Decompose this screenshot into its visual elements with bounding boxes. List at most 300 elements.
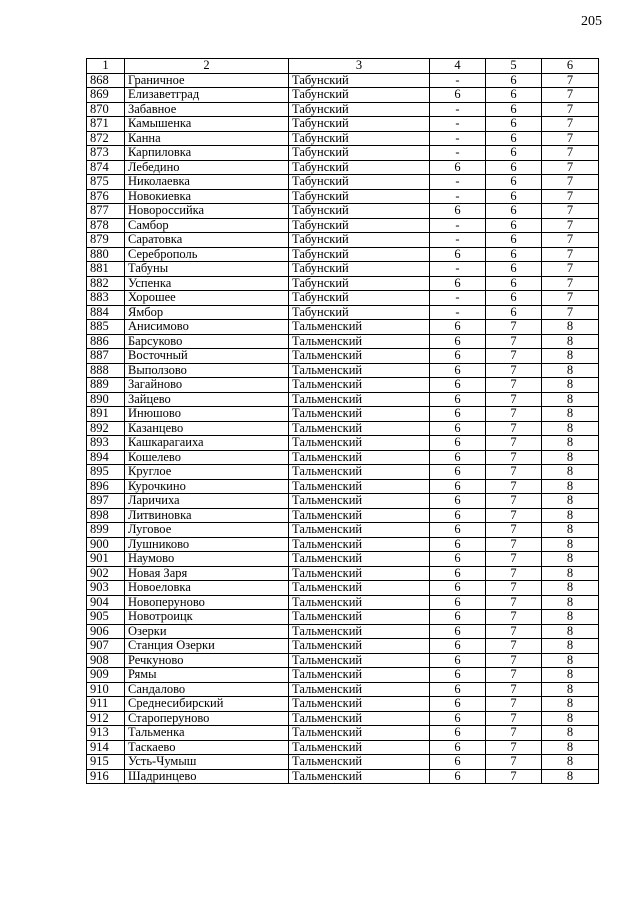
district-cell: Тальменский <box>289 407 430 422</box>
row-number-cell: 915 <box>87 755 125 770</box>
settlement-name-cell: Кошелево <box>125 450 289 465</box>
value-cell-6: 8 <box>542 711 599 726</box>
row-number-cell: 916 <box>87 769 125 784</box>
district-cell: Тальменский <box>289 552 430 567</box>
table-row <box>87 73 599 88</box>
value-cell-4: 6 <box>430 668 486 683</box>
settlement-name-cell: Новая Заря <box>125 566 289 581</box>
value-cell-5: 7 <box>486 421 542 436</box>
district-cell: Тальменский <box>289 668 430 683</box>
row-number-cell: 879 <box>87 233 125 248</box>
settlement-name-cell: Зайцево <box>125 392 289 407</box>
table-row <box>87 233 599 248</box>
value-cell-6: 8 <box>542 552 599 567</box>
value-cell-5: 7 <box>486 769 542 784</box>
value-cell-4: 6 <box>430 653 486 668</box>
value-cell-6: 7 <box>542 160 599 175</box>
value-cell-4: 6 <box>430 378 486 393</box>
value-cell-5: 7 <box>486 595 542 610</box>
column-header: 1 <box>87 59 125 74</box>
value-cell-6: 8 <box>542 392 599 407</box>
district-cell: Табунский <box>289 175 430 190</box>
settlement-name-cell: Саратовка <box>125 233 289 248</box>
row-number-cell: 899 <box>87 523 125 538</box>
row-number-cell: 908 <box>87 653 125 668</box>
value-cell-5: 7 <box>486 465 542 480</box>
value-cell-4: 6 <box>430 769 486 784</box>
value-cell-4: 6 <box>430 740 486 755</box>
value-cell-5: 7 <box>486 624 542 639</box>
settlement-name-cell: Таскаево <box>125 740 289 755</box>
value-cell-5: 7 <box>486 581 542 596</box>
value-cell-4: - <box>430 131 486 146</box>
value-cell-5: 7 <box>486 697 542 712</box>
settlement-name-cell: Восточный <box>125 349 289 364</box>
value-cell-5: 7 <box>486 523 542 538</box>
row-number-cell: 907 <box>87 639 125 654</box>
district-cell: Тальменский <box>289 334 430 349</box>
value-cell-4: 6 <box>430 320 486 335</box>
row-number-cell: 912 <box>87 711 125 726</box>
row-number-cell: 878 <box>87 218 125 233</box>
value-cell-4: 6 <box>430 595 486 610</box>
district-cell: Тальменский <box>289 421 430 436</box>
value-cell-4: 6 <box>430 479 486 494</box>
district-cell: Тальменский <box>289 479 430 494</box>
settlement-name-cell: Луговое <box>125 523 289 538</box>
value-cell-5: 6 <box>486 233 542 248</box>
value-cell-5: 6 <box>486 262 542 277</box>
settlement-name-cell: Казанцево <box>125 421 289 436</box>
value-cell-5: 6 <box>486 305 542 320</box>
settlement-name-cell: Литвиновка <box>125 508 289 523</box>
value-cell-6: 7 <box>542 218 599 233</box>
value-cell-4: 6 <box>430 204 486 219</box>
row-number-cell: 914 <box>87 740 125 755</box>
settlement-name-cell: Новоеловка <box>125 581 289 596</box>
value-cell-5: 6 <box>486 102 542 117</box>
value-cell-5: 7 <box>486 682 542 697</box>
district-cell: Тальменский <box>289 349 430 364</box>
value-cell-5: 7 <box>486 566 542 581</box>
value-cell-4: 6 <box>430 508 486 523</box>
value-cell-5: 7 <box>486 711 542 726</box>
value-cell-6: 8 <box>542 595 599 610</box>
value-cell-4: 6 <box>430 407 486 422</box>
value-cell-4: - <box>430 218 486 233</box>
table-row <box>87 479 599 494</box>
value-cell-6: 7 <box>542 102 599 117</box>
settlement-name-cell: Сандалово <box>125 682 289 697</box>
row-number-cell: 906 <box>87 624 125 639</box>
settlement-name-cell: Ямбор <box>125 305 289 320</box>
value-cell-5: 6 <box>486 131 542 146</box>
row-number-cell: 885 <box>87 320 125 335</box>
table-row <box>87 508 599 523</box>
value-cell-5: 7 <box>486 450 542 465</box>
value-cell-5: 7 <box>486 334 542 349</box>
value-cell-4: 6 <box>430 624 486 639</box>
district-cell: Тальменский <box>289 465 430 480</box>
value-cell-5: 6 <box>486 189 542 204</box>
row-number-cell: 890 <box>87 392 125 407</box>
row-number-cell: 897 <box>87 494 125 509</box>
settlement-name-cell: Самбор <box>125 218 289 233</box>
table-row <box>87 726 599 741</box>
value-cell-4: 6 <box>430 639 486 654</box>
value-cell-4: 6 <box>430 363 486 378</box>
district-cell: Табунский <box>289 218 430 233</box>
row-number-cell: 875 <box>87 175 125 190</box>
table-row <box>87 740 599 755</box>
table-row <box>87 653 599 668</box>
settlement-name-cell: Наумово <box>125 552 289 567</box>
settlement-name-cell: Николаевка <box>125 175 289 190</box>
table-body <box>87 73 599 784</box>
value-cell-4: 6 <box>430 392 486 407</box>
value-cell-4: 6 <box>430 552 486 567</box>
row-number-cell: 880 <box>87 247 125 262</box>
table-row <box>87 537 599 552</box>
value-cell-6: 7 <box>542 88 599 103</box>
district-cell: Табунский <box>289 88 430 103</box>
district-cell: Тальменский <box>289 726 430 741</box>
value-cell-6: 8 <box>542 697 599 712</box>
row-number-cell: 868 <box>87 73 125 88</box>
value-cell-6: 8 <box>542 537 599 552</box>
value-cell-5: 7 <box>486 552 542 567</box>
settlement-name-cell: Елизаветград <box>125 88 289 103</box>
value-cell-4: 6 <box>430 334 486 349</box>
value-cell-5: 6 <box>486 247 542 262</box>
value-cell-4: 6 <box>430 610 486 625</box>
table-row <box>87 102 599 117</box>
value-cell-5: 7 <box>486 639 542 654</box>
value-cell-5: 6 <box>486 276 542 291</box>
district-cell: Табунский <box>289 189 430 204</box>
district-cell: Тальменский <box>289 595 430 610</box>
value-cell-5: 6 <box>486 291 542 306</box>
value-cell-4: 6 <box>430 566 486 581</box>
table-row <box>87 117 599 132</box>
table-row <box>87 276 599 291</box>
table-row <box>87 450 599 465</box>
value-cell-4: 6 <box>430 276 486 291</box>
value-cell-4: 6 <box>430 711 486 726</box>
value-cell-6: 8 <box>542 450 599 465</box>
value-cell-4: - <box>430 102 486 117</box>
table-row <box>87 581 599 596</box>
table-row <box>87 639 599 654</box>
value-cell-6: 8 <box>542 320 599 335</box>
table-row <box>87 363 599 378</box>
district-cell: Табунский <box>289 204 430 219</box>
settlement-name-cell: Рямы <box>125 668 289 683</box>
row-number-cell: 871 <box>87 117 125 132</box>
value-cell-6: 8 <box>542 726 599 741</box>
row-number-cell: 884 <box>87 305 125 320</box>
value-cell-5: 7 <box>486 349 542 364</box>
district-cell: Тальменский <box>289 653 430 668</box>
table-row <box>87 682 599 697</box>
value-cell-4: 6 <box>430 726 486 741</box>
row-number-cell: 872 <box>87 131 125 146</box>
value-cell-6: 8 <box>542 363 599 378</box>
value-cell-6: 8 <box>542 465 599 480</box>
value-cell-6: 7 <box>542 305 599 320</box>
table-row <box>87 624 599 639</box>
row-number-cell: 870 <box>87 102 125 117</box>
district-cell: Тальменский <box>289 378 430 393</box>
value-cell-4: - <box>430 262 486 277</box>
table-row <box>87 494 599 509</box>
value-cell-6: 8 <box>542 349 599 364</box>
value-cell-4: 6 <box>430 523 486 538</box>
row-number-cell: 900 <box>87 537 125 552</box>
table-row <box>87 247 599 262</box>
value-cell-5: 7 <box>486 392 542 407</box>
district-cell: Табунский <box>289 276 430 291</box>
value-cell-6: 8 <box>542 436 599 451</box>
value-cell-5: 7 <box>486 363 542 378</box>
value-cell-5: 6 <box>486 88 542 103</box>
settlement-name-cell: Новоперуново <box>125 595 289 610</box>
value-cell-5: 7 <box>486 537 542 552</box>
district-cell: Тальменский <box>289 320 430 335</box>
table-row <box>87 595 599 610</box>
table-row <box>87 189 599 204</box>
row-number-cell: 869 <box>87 88 125 103</box>
district-cell: Тальменский <box>289 494 430 509</box>
column-header: 4 <box>430 59 486 74</box>
column-header: 2 <box>125 59 289 74</box>
table-row <box>87 291 599 306</box>
row-number-cell: 909 <box>87 668 125 683</box>
value-cell-6: 8 <box>542 479 599 494</box>
row-number-cell: 913 <box>87 726 125 741</box>
value-cell-4: - <box>430 291 486 306</box>
settlement-name-cell: Тальменка <box>125 726 289 741</box>
district-cell: Табунский <box>289 262 430 277</box>
table-row <box>87 334 599 349</box>
value-cell-6: 7 <box>542 131 599 146</box>
value-cell-5: 7 <box>486 407 542 422</box>
district-cell: Табунский <box>289 305 430 320</box>
settlement-name-cell: Новокиевка <box>125 189 289 204</box>
settlement-name-cell: Загайново <box>125 378 289 393</box>
row-number-cell: 910 <box>87 682 125 697</box>
row-number-cell: 873 <box>87 146 125 161</box>
value-cell-6: 7 <box>542 73 599 88</box>
table-row <box>87 349 599 364</box>
row-number-cell: 886 <box>87 334 125 349</box>
settlement-name-cell: Лебедино <box>125 160 289 175</box>
value-cell-5: 6 <box>486 160 542 175</box>
value-cell-6: 7 <box>542 276 599 291</box>
value-cell-4: - <box>430 117 486 132</box>
settlement-name-cell: Канна <box>125 131 289 146</box>
district-cell: Табунский <box>289 131 430 146</box>
table-row <box>87 305 599 320</box>
district-cell: Тальменский <box>289 624 430 639</box>
value-cell-5: 6 <box>486 117 542 132</box>
district-cell: Тальменский <box>289 566 430 581</box>
settlement-name-cell: Озерки <box>125 624 289 639</box>
row-number-cell: 898 <box>87 508 125 523</box>
settlement-name-cell: Камышенка <box>125 117 289 132</box>
row-number-cell: 887 <box>87 349 125 364</box>
value-cell-5: 7 <box>486 653 542 668</box>
value-cell-6: 7 <box>542 175 599 190</box>
settlement-name-cell: Новотроицк <box>125 610 289 625</box>
column-header: 5 <box>486 59 542 74</box>
value-cell-6: 8 <box>542 407 599 422</box>
row-number-cell: 896 <box>87 479 125 494</box>
value-cell-5: 7 <box>486 610 542 625</box>
settlement-name-cell: Анисимово <box>125 320 289 335</box>
district-cell: Тальменский <box>289 508 430 523</box>
value-cell-4: 6 <box>430 450 486 465</box>
table-row <box>87 566 599 581</box>
value-cell-4: 6 <box>430 247 486 262</box>
value-cell-6: 8 <box>542 740 599 755</box>
row-number-cell: 905 <box>87 610 125 625</box>
value-cell-6: 7 <box>542 233 599 248</box>
value-cell-4: 6 <box>430 88 486 103</box>
table-row <box>87 146 599 161</box>
settlement-name-cell: Староперуново <box>125 711 289 726</box>
district-cell: Табунский <box>289 160 430 175</box>
value-cell-6: 8 <box>542 755 599 770</box>
settlement-name-cell: Барсуково <box>125 334 289 349</box>
row-number-cell: 891 <box>87 407 125 422</box>
row-number-cell: 895 <box>87 465 125 480</box>
row-number-cell: 883 <box>87 291 125 306</box>
table-header-row <box>87 59 599 74</box>
value-cell-4: - <box>430 73 486 88</box>
table-row <box>87 262 599 277</box>
settlement-name-cell: Карпиловка <box>125 146 289 161</box>
table-row <box>87 552 599 567</box>
table-row <box>87 668 599 683</box>
value-cell-5: 7 <box>486 479 542 494</box>
row-number-cell: 874 <box>87 160 125 175</box>
value-cell-5: 6 <box>486 73 542 88</box>
district-cell: Табунский <box>289 73 430 88</box>
settlement-name-cell: Шадринцево <box>125 769 289 784</box>
column-header: 6 <box>542 59 599 74</box>
settlement-name-cell: Курочкино <box>125 479 289 494</box>
table-row <box>87 697 599 712</box>
district-cell: Тальменский <box>289 450 430 465</box>
settlement-name-cell: Кашкарагаиха <box>125 436 289 451</box>
settlement-name-cell: Забавное <box>125 102 289 117</box>
district-cell: Табунский <box>289 146 430 161</box>
district-cell: Тальменский <box>289 523 430 538</box>
value-cell-6: 8 <box>542 653 599 668</box>
settlement-name-cell: Круглое <box>125 465 289 480</box>
value-cell-4: 6 <box>430 494 486 509</box>
value-cell-6: 8 <box>542 421 599 436</box>
value-cell-4: 6 <box>430 349 486 364</box>
table-row <box>87 610 599 625</box>
value-cell-6: 8 <box>542 566 599 581</box>
row-number-cell: 904 <box>87 595 125 610</box>
settlement-name-cell: Успенка <box>125 276 289 291</box>
value-cell-4: 6 <box>430 421 486 436</box>
value-cell-4: 6 <box>430 537 486 552</box>
row-number-cell: 894 <box>87 450 125 465</box>
table-row <box>87 436 599 451</box>
value-cell-6: 7 <box>542 204 599 219</box>
row-number-cell: 911 <box>87 697 125 712</box>
row-number-cell: 889 <box>87 378 125 393</box>
table-row <box>87 421 599 436</box>
row-number-cell: 877 <box>87 204 125 219</box>
row-number-cell: 903 <box>87 581 125 596</box>
value-cell-6: 8 <box>542 508 599 523</box>
value-cell-4: 6 <box>430 436 486 451</box>
value-cell-5: 6 <box>486 175 542 190</box>
district-cell: Тальменский <box>289 363 430 378</box>
settlement-name-cell: Среднесибирский <box>125 697 289 712</box>
row-number-cell: 893 <box>87 436 125 451</box>
settlement-name-cell: Сереброполь <box>125 247 289 262</box>
row-number-cell: 882 <box>87 276 125 291</box>
value-cell-5: 6 <box>486 204 542 219</box>
settlement-name-cell: Лушниково <box>125 537 289 552</box>
settlement-name-cell: Табуны <box>125 262 289 277</box>
district-cell: Табунский <box>289 233 430 248</box>
value-cell-6: 8 <box>542 610 599 625</box>
value-cell-4: 6 <box>430 755 486 770</box>
settlement-name-cell: Ларичиха <box>125 494 289 509</box>
column-header: 3 <box>289 59 430 74</box>
value-cell-5: 7 <box>486 668 542 683</box>
settlement-name-cell: Станция Озерки <box>125 639 289 654</box>
table-row <box>87 160 599 175</box>
district-cell: Тальменский <box>289 740 430 755</box>
value-cell-5: 7 <box>486 378 542 393</box>
value-cell-5: 6 <box>486 218 542 233</box>
table-row <box>87 218 599 233</box>
settlement-name-cell: Инюшово <box>125 407 289 422</box>
row-number-cell: 888 <box>87 363 125 378</box>
district-cell: Тальменский <box>289 755 430 770</box>
row-number-cell: 876 <box>87 189 125 204</box>
district-cell: Тальменский <box>289 697 430 712</box>
value-cell-4: 6 <box>430 697 486 712</box>
value-cell-4: - <box>430 305 486 320</box>
value-cell-4: 6 <box>430 682 486 697</box>
row-number-cell: 881 <box>87 262 125 277</box>
settlement-name-cell: Новороссийка <box>125 204 289 219</box>
value-cell-6: 7 <box>542 189 599 204</box>
value-cell-4: - <box>430 189 486 204</box>
settlements-table <box>86 58 599 784</box>
table-row <box>87 711 599 726</box>
value-cell-5: 7 <box>486 494 542 509</box>
settlement-name-cell: Граничное <box>125 73 289 88</box>
value-cell-5: 6 <box>486 146 542 161</box>
table-row <box>87 320 599 335</box>
district-cell: Табунский <box>289 247 430 262</box>
value-cell-6: 8 <box>542 624 599 639</box>
value-cell-4: - <box>430 146 486 161</box>
value-cell-6: 8 <box>542 523 599 538</box>
district-cell: Табунский <box>289 117 430 132</box>
value-cell-4: - <box>430 233 486 248</box>
